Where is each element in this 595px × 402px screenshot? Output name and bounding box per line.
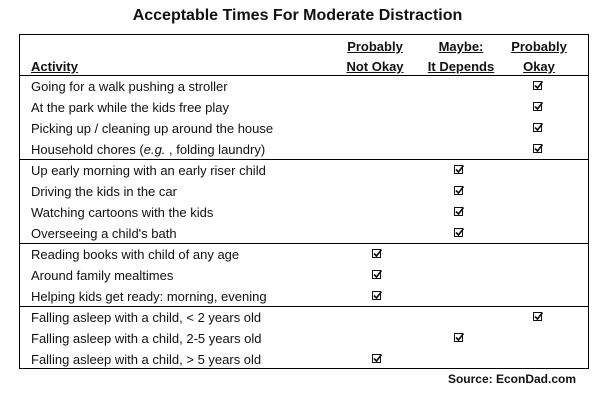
checkbox-checked-icon bbox=[454, 228, 463, 237]
table-row bbox=[20, 307, 588, 328]
row-activity-label: Around family mealtimes bbox=[31, 268, 174, 283]
header-activity: Activity bbox=[31, 59, 78, 74]
header-probably-not-okay bbox=[335, 37, 415, 77]
label-part: , folding laundry) bbox=[165, 142, 266, 157]
row-activity-label bbox=[31, 139, 265, 160]
row-activity-label: Falling asleep with a child, 2-5 years old bbox=[31, 331, 262, 346]
checkbox-checked-icon bbox=[533, 81, 542, 90]
checkbox-checked-icon bbox=[454, 333, 463, 342]
table-row bbox=[20, 328, 588, 349]
checkbox-checked-icon bbox=[533, 123, 542, 132]
table-row bbox=[20, 286, 588, 307]
row-activity-label: Falling asleep with a child, > 5 years old bbox=[31, 352, 262, 367]
table-row bbox=[20, 76, 588, 97]
header-okay-line1: Probably bbox=[511, 39, 567, 54]
checkbox-checked-icon bbox=[372, 249, 381, 258]
checkbox-checked-icon bbox=[533, 144, 542, 153]
checkbox-checked-icon bbox=[372, 291, 381, 300]
source-note: Source: EconDad.com bbox=[447, 372, 576, 386]
row-activity-label: Up early morning with an early riser child bbox=[31, 163, 266, 178]
header-maybe-line1: Maybe: bbox=[438, 39, 484, 54]
distraction-table bbox=[19, 34, 589, 369]
table-row bbox=[20, 244, 588, 265]
table-row bbox=[20, 181, 588, 202]
table-row bbox=[20, 139, 588, 160]
row-activity-label: Driving the kids in the car bbox=[31, 184, 177, 199]
label-emphasis: e.g. bbox=[143, 142, 166, 157]
row-activity-label: Watching cartoons with the kids bbox=[31, 205, 214, 220]
label-part: Household chores ( bbox=[31, 142, 144, 157]
row-activity-label: Going for a walk pushing a stroller bbox=[31, 79, 228, 94]
row-activity-label: Reading books with child of any age bbox=[31, 247, 240, 262]
checkbox-checked-icon bbox=[533, 312, 542, 321]
checkbox-checked-icon bbox=[454, 186, 463, 195]
row-activity-label: Falling asleep with a child, < 2 years old bbox=[31, 310, 262, 325]
checkbox-checked-icon bbox=[454, 207, 463, 216]
row-activity-label: Helping kids get ready: morning, evening bbox=[31, 289, 267, 304]
checkbox-checked-icon bbox=[372, 354, 381, 363]
row-activity-label: Overseeing a child's bath bbox=[31, 226, 177, 241]
header-okay-line2: Okay bbox=[523, 59, 555, 74]
header-not-okay-line2: Not Okay bbox=[346, 59, 404, 74]
table-row bbox=[20, 223, 588, 244]
table-title: Acceptable Times For Moderate Distraction bbox=[132, 7, 463, 24]
table-row bbox=[20, 265, 588, 286]
checkbox-checked-icon bbox=[454, 165, 463, 174]
header-maybe-it-depends bbox=[421, 37, 501, 77]
header-not-okay-line1: Probably bbox=[347, 39, 403, 54]
table-row bbox=[20, 202, 588, 223]
header-probably-okay bbox=[499, 37, 579, 77]
row-activity-label: Picking up / cleaning up around the house bbox=[31, 121, 274, 136]
checkbox-checked-icon bbox=[533, 102, 542, 111]
header-maybe-line2: It Depends bbox=[427, 59, 495, 74]
row-activity-label: At the park while the kids free play bbox=[31, 100, 229, 115]
table-row bbox=[20, 97, 588, 118]
table-row bbox=[20, 118, 588, 139]
checkbox-checked-icon bbox=[372, 270, 381, 279]
table-row bbox=[20, 160, 588, 181]
table-row bbox=[20, 349, 588, 370]
